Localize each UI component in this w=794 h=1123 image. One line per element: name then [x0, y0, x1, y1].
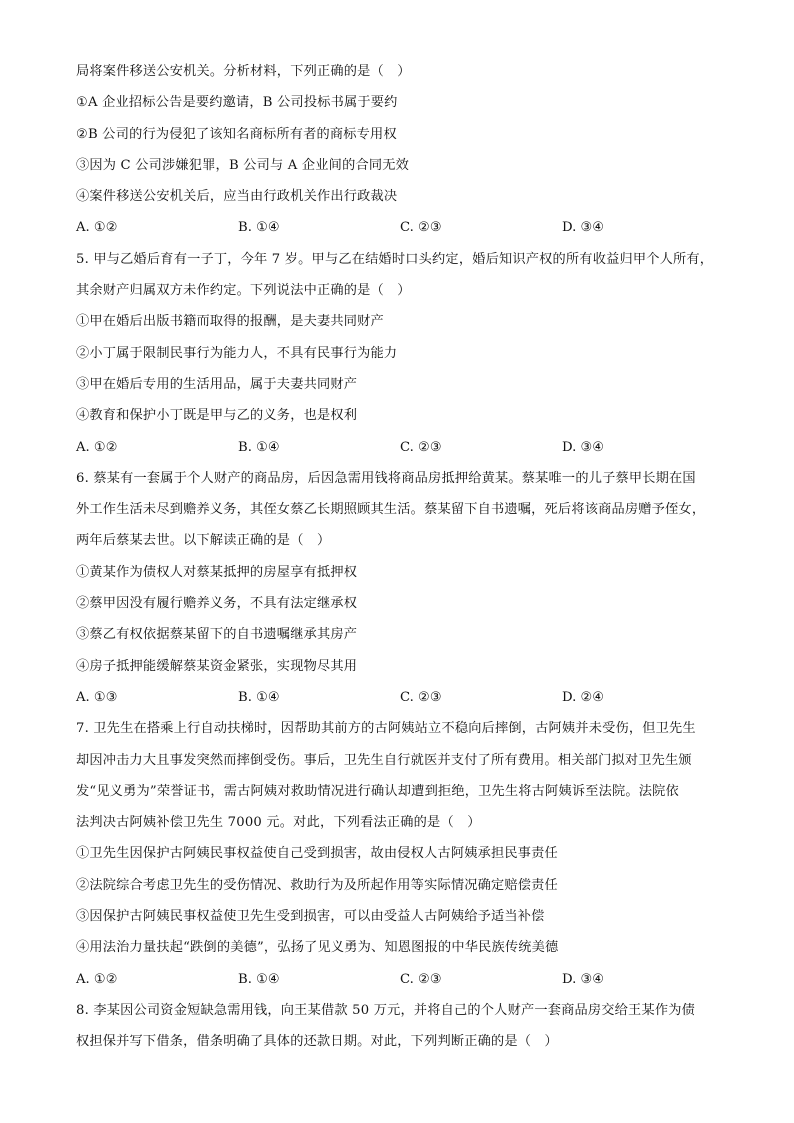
- q8-stem-line-1: 8. 李某因公司资金短缺急需用钱，向王某借款 50 万元，并将自己的个人财产一套商品房交给王某作为债: [76, 1002, 695, 1018]
- q7-option-d: D. ③④: [562, 971, 605, 987]
- q6-item-3: ③蔡乙有权依据蔡某留下的自书遗嘱继承其房产: [76, 627, 358, 643]
- q7-item-1: ①卫先生因保护古阿姨民事权益使自己受到损害，故由侵权人古阿姨承担民事责任: [76, 846, 558, 862]
- q4-item-4: ④案件移送公安机关后，应当由行政机关作出行政裁决: [76, 189, 398, 205]
- q8-stem-line-2: 权担保并写下借条，借条明确了具体的还款日期。对此，下列判断正确的是（ ）: [76, 1034, 558, 1050]
- q5-option-c: C. ②③: [400, 439, 442, 455]
- q4-item-3: ③因为 C 公司涉嫌犯罪，B 公司与 A 企业间的合同无效: [76, 157, 409, 173]
- q5-option-a: A. ①②: [76, 439, 118, 455]
- q6-item-4: ④房子抵押能缓解蔡某资金紧张，实现物尽其用: [76, 658, 358, 674]
- q6-item-2: ②蔡甲因没有履行赡养义务，不具有法定继承权: [76, 596, 358, 612]
- q4-option-a: A. ①②: [76, 220, 118, 236]
- question-7: [76, 713, 726, 995]
- q5-item-3: ③甲在婚后专用的生活用品，属于夫妻共同财产: [76, 376, 358, 392]
- q4-option-d: D. ③④: [562, 220, 605, 236]
- q4-stem-tail: 局将案件移送公安机关。分析材料，下列正确的是（ ）: [76, 64, 411, 79]
- q5-option-d: D. ③④: [562, 439, 605, 455]
- q6-item-1: ①黄某作为债权人对蔡某抵押的房屋享有抵押权: [76, 564, 358, 580]
- q6-options: [76, 682, 726, 713]
- q4-item-2: ②B 公司的行为侵犯了该知名商标所有者的商标专用权: [76, 126, 397, 142]
- q6-stem-line-3: 两年后蔡某去世。以下解读正确的是（ ）: [76, 533, 331, 549]
- q5-item-2: ②小丁属于限制民事行为能力人，不具有民事行为能力: [76, 345, 398, 361]
- q6-stem-line-2: 外工作生活未尽到赡养义务，其侄女蔡乙长期照顾其生活。蔡某留下自书遗嘱，死后将该商品房赠予侄女，: [76, 502, 706, 518]
- q7-option-b: B. ①④: [238, 971, 280, 987]
- q7-stem-line-2: 却因冲击力大且事发突然而摔倒受伤。事后，卫先生自行就医并支付了所有费用。相关部门拟对卫先生颁: [76, 752, 692, 768]
- q7-option-a: A. ①②: [76, 971, 118, 987]
- q7-stem-line-3: 发“见义勇为”荣誉证书，需古阿姨对救助情况进行确认却遭到拒绝，卫先生将古阿姨诉至法院。法院依: [76, 783, 679, 799]
- q5-item-1: ①甲在婚后出版书籍而取得的报酬，是夫妻共同财产: [76, 314, 384, 330]
- q7-stem-line-4: 法判决古阿姨补偿卫先生 7000 元。对此，下列看法正确的是（ ）: [76, 815, 481, 831]
- q5-stem-line-2: 其余财产归属双方未作约定。下列说法中正确的是（ ）: [76, 283, 411, 299]
- q5-option-b: B. ①④: [238, 439, 280, 455]
- q7-item-2: ②法院综合考虑卫先生的受伤情况、救助行为及所起作用等实际情况确定赔偿责任: [76, 877, 558, 893]
- q4-option-b: B. ①④: [238, 220, 280, 236]
- q4-options: [76, 212, 726, 243]
- q7-item-4: ④用法治力量扶起“跌倒的美德”，弘扬了见义勇为、知恩图报的中华民族传统美德: [76, 940, 559, 956]
- exam-page: [76, 56, 726, 1058]
- q7-item-3: ③因保护古阿姨民事权益使卫先生受到损害，可以由受益人古阿姨给予适当补偿: [76, 909, 545, 925]
- q7-stem-line-1: 7. 卫先生在搭乘上行自动扶梯时，因帮助其前方的古阿姨站立不稳向后摔倒，古阿姨并未受伤，但卫先生: [76, 721, 696, 737]
- q4-option-c: C. ②③: [400, 220, 442, 236]
- q7-option-c: C. ②③: [400, 971, 442, 987]
- question-5: [76, 244, 726, 463]
- q5-item-4: ④教育和保护小丁既是甲与乙的义务，也是权利: [76, 408, 358, 424]
- question-6: [76, 463, 726, 713]
- q6-option-c: C. ②③: [400, 689, 442, 705]
- q6-option-b: B. ①④: [238, 689, 280, 705]
- q5-options: [76, 432, 726, 463]
- q6-option-d: D. ②④: [562, 689, 605, 705]
- q6-option-a: A. ①③: [76, 689, 118, 705]
- q6-stem-line-1: 6. 蔡某有一套属于个人财产的商品房，后因急需用钱将商品房抵押给黄某。蔡某唯一的儿子蔡甲长期在国: [76, 470, 696, 486]
- q7-options: [76, 964, 726, 995]
- q4-continuation: [76, 56, 726, 244]
- question-8: [76, 995, 726, 1058]
- q5-stem-line-1: 5. 甲与乙婚后育有一子丁，今年 7 岁。甲与乙在结婚时口头约定，婚后知识产权的所有收益归甲个人所有，: [76, 251, 714, 267]
- q4-item-1: ①A 企业招标公告是要约邀请，B 公司投标书属于要约: [76, 95, 398, 111]
